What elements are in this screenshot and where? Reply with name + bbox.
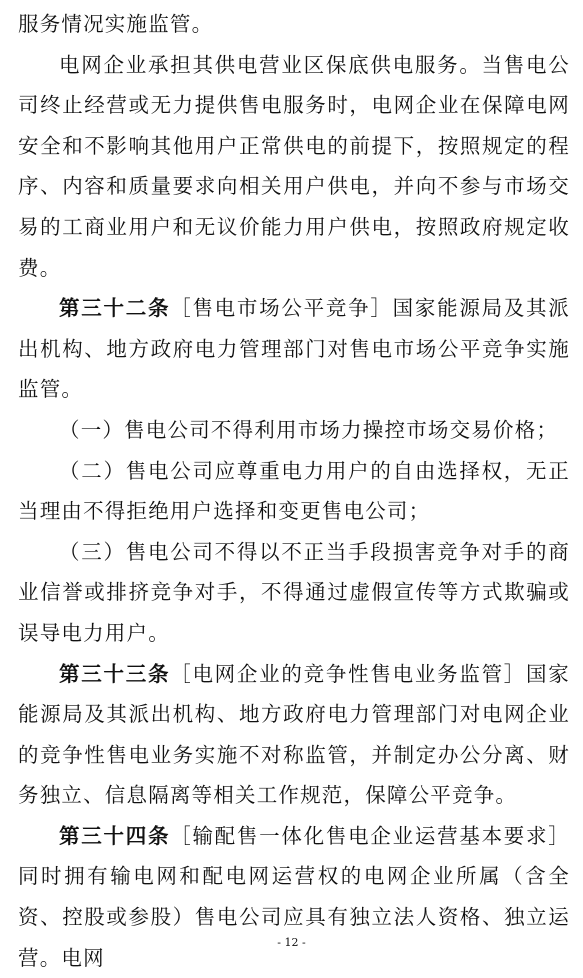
page-number: - 12 - [277,936,306,949]
article-32-item-2-text: （二）售电公司应尊重电力用户的自由选择权，无正当理由不得拒绝用户选择和变更售电公司； [18,458,570,524]
article-34-text: ［输配售一体化售电企业运营基本要求］同时拥有输电网和配电网运营权的电网企业所属（含全资、控股或参股）售电公司应具有独立法人资格、独立运营。电网 [18,823,570,970]
article-32-item-3-text: （三）售电公司不得以不正当手段损害竞争对手的商业信誉或排挤竞争对手，不得通过虚假宣传等方式欺骗或误导电力用户。 [18,539,570,645]
paragraph-1-text: 服务情况实施监管。 [18,12,214,36]
article-32-item-3 [18,532,570,654]
article-34 [18,816,570,978]
paragraph-2-text: 电网企业承担其供电营业区保底供电服务。当售电公司终止经营或无力提供售电服务时，电网企业在保障电网安全和不影响其他用户正常供电的前提下，按照规定的程序、内容和质量要求向相关用户供电，并向不参与市场交易的工商业用户和无议价能力用户供电，按照政府规定收费。 [18,52,570,280]
article-33-heading: 第三十三条 [59,661,171,686]
article-33-text: ［电网企业的竞争性售电业务监管］国家能源局及其派出机构、地方政府电力管理部门对电网企业的竞争性售电业务实施不对称监管，并制定办公分离、财务独立、信息隔离等相关工作规范，保障公平竞争。 [18,661,570,808]
document-page [18,4,570,978]
article-33 [18,654,570,816]
paragraph-2 [18,45,570,289]
article-32-item-2 [18,451,570,532]
article-32-heading: 第三十二条 [59,296,171,321]
article-32-item-1-text: （一）售电公司不得利用市场力操控市场交易价格； [59,417,559,442]
article-34-heading: 第三十四条 [59,823,171,848]
article-32 [18,288,570,410]
article-32-item-1 [18,410,570,451]
article-32-text: ［售电市场公平竞争］国家能源局及其派出机构、地方政府电力管理部门对售电市场公平竞争实施监管。 [18,296,570,402]
paragraph-1 [18,4,570,45]
